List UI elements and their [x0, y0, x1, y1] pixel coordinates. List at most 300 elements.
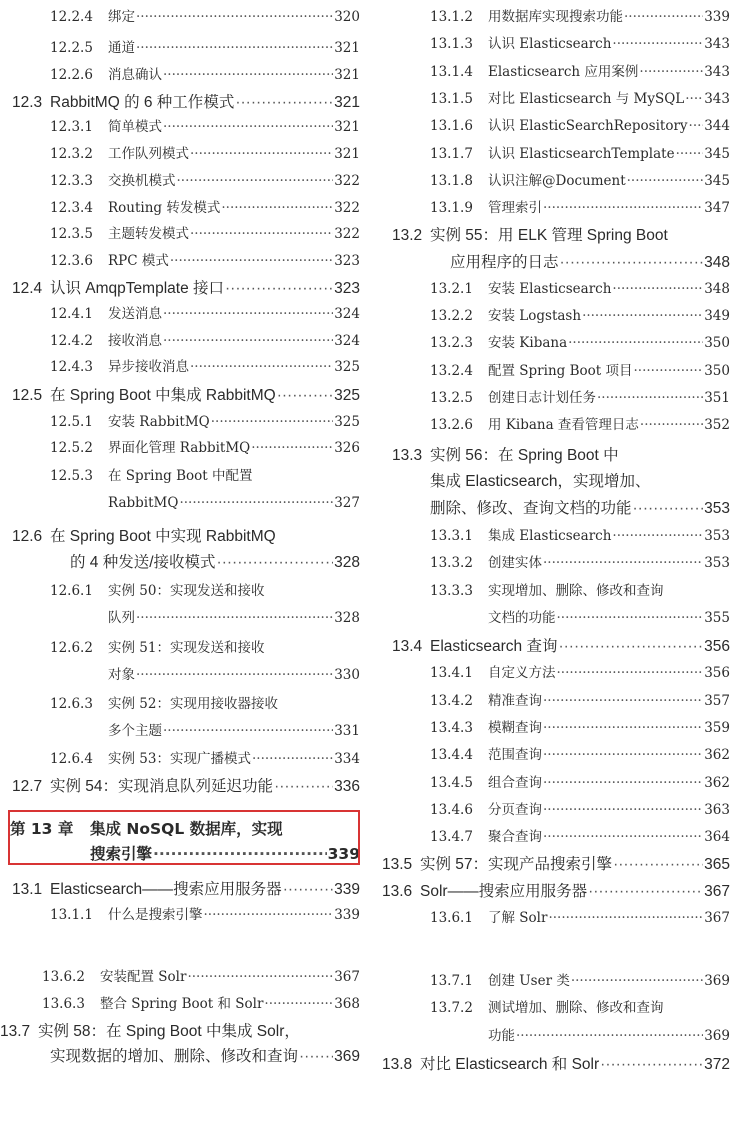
toc-entry	[392, 443, 619, 465]
toc-entry-page: 321	[334, 40, 360, 56]
toc-entry-number: 12.3.3	[50, 173, 93, 189]
toc-entry-page: 356	[704, 638, 730, 655]
toc-entry-title: 异步接收消息	[108, 359, 189, 375]
toc-entry	[430, 689, 730, 709]
toc-entry-page: 330	[334, 667, 360, 683]
toc-entry-title: 创建日志计划任务	[488, 390, 596, 406]
toc-leader-dots	[299, 1048, 333, 1066]
toc-entry-title: 整合 Spring Boot 和 Solr	[100, 996, 264, 1012]
toc-entry-title: 模糊查询	[488, 720, 542, 736]
toc-entry-title: 对比 Elasticsearch 和 Solr	[420, 1056, 600, 1073]
toc-entry-page: 345	[704, 146, 730, 162]
toc-leader-dots	[277, 387, 333, 405]
toc-entry-title: 集成 Elasticsearch，实现增加、	[430, 473, 651, 490]
toc-entry	[430, 196, 730, 216]
toc-entry-page: 364	[704, 829, 730, 845]
toc-entry-number: 13.2	[392, 227, 423, 244]
toc-leader-dots	[136, 9, 333, 25]
toc-entry-title: 分页查询	[488, 802, 542, 818]
toc-entry-title: 组合查询	[488, 775, 542, 791]
toc-entry-title: 实例 57：实现产品搜索引擎	[420, 856, 613, 873]
toc-entry	[382, 879, 730, 901]
toc-entry	[50, 169, 360, 189]
toc-entry-title: 交换机模式	[108, 173, 176, 189]
toc-leader-dots	[136, 40, 333, 56]
toc-entry	[50, 464, 252, 484]
toc-entry	[50, 579, 264, 599]
toc-entry-number: 12.5.1	[50, 414, 93, 430]
toc-entry-page: 368	[334, 996, 360, 1012]
toc-entry-page: 321	[334, 67, 360, 83]
toc-entry-title: Solr——搜索应用服务器	[420, 883, 588, 900]
toc-entry-page: 339	[334, 881, 360, 898]
toc-entry	[12, 276, 360, 298]
toc-entry	[430, 5, 730, 25]
toc-entry	[430, 114, 730, 134]
toc-entry-title: 在 Spring Boot 中实现 RabbitMQ	[50, 528, 276, 545]
toc-entry-title: 认识 ElasticSearchRepository	[488, 118, 688, 134]
toc-entry	[430, 716, 730, 736]
toc-entry	[392, 223, 668, 245]
toc-entry-page: 347	[704, 200, 730, 216]
toc-entry-title: 应用程序的日志	[450, 254, 559, 271]
toc-entry-page: 350	[704, 335, 730, 351]
toc-entry	[430, 825, 730, 845]
toc-entry-number: 13.2.2	[430, 308, 473, 324]
toc-entry-number: 13.6.2	[42, 969, 85, 985]
toc-entry-number: 13.3.2	[430, 555, 473, 571]
toc-entry-page: 345	[704, 173, 730, 189]
toc-leader-dots	[612, 36, 703, 52]
toc-entry-number: 12.2.6	[50, 67, 93, 83]
toc-entry	[430, 413, 730, 433]
toc-leader-dots	[571, 973, 703, 989]
toc-entry-page: 323	[334, 280, 360, 297]
toc-leader-dots	[136, 610, 333, 626]
toc-entry-page: 336	[334, 778, 360, 795]
toc-entry-page: 343	[704, 36, 730, 52]
toc-leader-dots	[588, 883, 703, 901]
toc-leader-dots	[548, 910, 703, 926]
toc-entry-page: 320	[334, 9, 360, 25]
toc-entry-title: 对象	[108, 667, 135, 683]
toc-entry-title: 主题转发模式	[108, 226, 189, 242]
toc-entry	[50, 36, 360, 56]
toc-leader-dots	[543, 200, 703, 216]
toc-entry-title: Elasticsearch 查询	[430, 638, 558, 655]
toc-entry-number: 13.1.3	[430, 36, 473, 52]
toc-entry	[12, 877, 360, 899]
toc-entry	[108, 663, 360, 683]
toc-entry-title: Elasticsearch——搜索应用服务器	[50, 881, 282, 898]
toc-entry-title: 用 Kibana 查看管理日志	[488, 417, 639, 433]
toc-entry-number: 13.6.1	[430, 910, 473, 926]
toc-entry-number: 13.1.5	[430, 91, 473, 107]
toc-entry-title: 实例 54：实现消息队列延迟功能	[50, 778, 274, 795]
toc-leader-dots	[685, 91, 703, 107]
toc-entry-title: 对比 Elasticsearch 与 MySQL	[488, 91, 685, 107]
chapter-13-highlight-box	[8, 810, 360, 865]
toc-entry-page: 343	[704, 64, 730, 80]
toc-entry-number: 12.4.2	[50, 333, 93, 349]
toc-entry	[430, 87, 730, 107]
toc-entry	[42, 992, 360, 1012]
toc-entry	[50, 196, 360, 216]
toc-entry-title: 实例 50：实现发送和接收	[108, 583, 265, 599]
toc-entry-title: 工作队列模式	[108, 146, 189, 162]
toc-entry-title: 精准查询	[488, 693, 542, 709]
toc-entry-number: 12.3.2	[50, 146, 93, 162]
toc-entry-number: 12.3.1	[50, 119, 93, 135]
toc-entry-number: 13.3	[392, 447, 423, 464]
toc-leader-dots	[516, 1028, 703, 1044]
toc-leader-dots	[177, 173, 334, 189]
toc-entry	[42, 965, 360, 985]
toc-entry-page: 369	[704, 973, 730, 989]
toc-entry-page: 357	[704, 693, 730, 709]
toc-entry-page: 353	[704, 555, 730, 571]
toc-entry-number: 12.5	[12, 387, 43, 404]
toc-entry-number: 12.4.1	[50, 306, 93, 322]
toc-entry	[382, 852, 730, 874]
toc-entry-title: 功能	[488, 1028, 515, 1044]
toc-entry-page: 349	[704, 308, 730, 324]
toc-entry-title: 认识注解@Document	[488, 173, 626, 189]
toc-entry-title: RabbitMQ	[108, 495, 179, 511]
toc-entry-page: 351	[704, 390, 730, 406]
toc-entry-title: 简单模式	[108, 119, 162, 135]
toc-leader-dots	[204, 907, 334, 923]
toc-leader-dots	[235, 94, 333, 112]
toc-entry-title: 配置 Spring Boot 项目	[488, 363, 633, 379]
toc-entry	[430, 359, 730, 379]
toc-entry-title: 安装配置 Solr	[100, 969, 187, 985]
toc-entry-number: 12.3.6	[50, 253, 93, 269]
toc-entry-page: 324	[334, 306, 360, 322]
toc-entry-page: 328	[334, 554, 360, 571]
toc-entry	[430, 142, 730, 162]
toc-entry-title: RPC 模式	[108, 253, 169, 269]
toc-entry	[70, 550, 360, 572]
toc-entry-page: 344	[704, 118, 730, 134]
toc-entry-title: 创建实体	[488, 555, 542, 571]
toc-entry-title: 在 Spring Boot 中配置	[108, 468, 253, 484]
toc-entry-title: 消息确认	[108, 67, 162, 83]
toc-entry	[50, 355, 360, 375]
toc-entry-number: 13.1.4	[430, 64, 473, 80]
toc-entry-page: 369	[334, 1048, 360, 1065]
toc-entry-title: 实例 51：实现发送和接收	[108, 640, 265, 656]
toc-entry-number: 13.1.1	[50, 907, 93, 923]
toc-leader-dots	[211, 414, 333, 430]
toc-entry	[50, 5, 360, 25]
toc-entry	[430, 496, 730, 518]
toc-leader-dots	[627, 173, 704, 189]
toc-entry-title: Elasticsearch 应用案例	[488, 64, 639, 80]
toc-entry	[382, 1052, 730, 1074]
toc-leader-dots	[163, 67, 333, 83]
toc-entry	[108, 606, 360, 626]
toc-entry	[430, 579, 664, 599]
toc-entry-page: 339	[327, 845, 360, 863]
toc-entry-page: 372	[704, 1056, 730, 1073]
toc-entry-page: 324	[334, 333, 360, 349]
toc-entry-page: 362	[704, 747, 730, 763]
toc-entry-number: 12.6.1	[50, 583, 93, 599]
toc-entry-number: 12.6	[12, 528, 43, 545]
toc-leader-dots	[676, 146, 704, 162]
toc-entry-page: 356	[704, 665, 730, 681]
toc-entry-number: 13.2.4	[430, 363, 473, 379]
toc-entry-page: 325	[334, 414, 360, 430]
toc-entry-number: 13.6.3	[42, 996, 85, 1012]
toc-entry-number: 12.6.2	[50, 640, 93, 656]
toc-entry-number: 13.2.6	[430, 417, 473, 433]
toc-entry-title: Routing 转发模式	[108, 200, 221, 216]
toc-entry-title: 文档的功能	[488, 610, 556, 626]
toc-entry-number: 12.3.4	[50, 200, 93, 216]
toc-entry-title: 管理索引	[488, 200, 542, 216]
toc-leader-dots	[543, 802, 703, 818]
toc-leader-dots	[543, 720, 703, 736]
toc-entry-number: 12.3	[12, 94, 43, 111]
toc-entry-number: 13.5	[382, 856, 413, 873]
toc-leader-dots	[283, 881, 333, 899]
toc-entry-number: 12.5.2	[50, 440, 93, 456]
toc-entry-title: 集成 Elasticsearch	[488, 528, 612, 544]
toc-leader-dots	[187, 969, 333, 985]
toc-entry-title: 范围查询	[488, 747, 542, 763]
toc-entry-title: 实例 56：在 Spring Boot 中	[430, 447, 619, 464]
toc-entry-page: 339	[334, 907, 360, 923]
toc-leader-dots	[179, 495, 333, 511]
toc-entry-title: 搜索引擎	[90, 845, 153, 863]
toc-entry	[50, 249, 360, 269]
toc-entry	[50, 142, 360, 162]
toc-leader-dots	[689, 118, 704, 134]
toc-entry-number: 12.4	[12, 280, 43, 297]
toc-entry-page: 331	[334, 723, 360, 739]
toc-entry-page: 352	[704, 417, 730, 433]
toc-entry-title: 自定义方法	[488, 665, 556, 681]
toc-entry-title: 绑定	[108, 9, 135, 25]
toc-entry-title: 安装 RabbitMQ	[108, 414, 210, 430]
toc-leader-dots	[558, 638, 703, 656]
toc-leader-dots	[633, 500, 704, 518]
toc-entry-title: 认识 Elasticsearch	[488, 36, 612, 52]
toc-entry-page: 348	[704, 254, 730, 271]
toc-leader-dots	[557, 610, 704, 626]
toc-entry	[50, 1044, 360, 1066]
toc-entry-title: 界面化管理 RabbitMQ	[108, 440, 251, 456]
toc-entry	[50, 302, 360, 322]
toc-entry	[50, 436, 360, 456]
toc-entry-page: 359	[704, 720, 730, 736]
toc-entry-page: 321	[334, 146, 360, 162]
toc-leader-dots	[600, 1056, 703, 1074]
toc-leader-dots	[190, 226, 333, 242]
toc-entry-number: 13.4.4	[430, 747, 473, 763]
toc-entry-page: 323	[334, 253, 360, 269]
toc-entry-title: 聚合查询	[488, 829, 542, 845]
toc-entry	[430, 524, 730, 544]
toc-entry-number: 13.1.7	[430, 146, 473, 162]
toc-entry-number: 12.5.3	[50, 468, 93, 484]
toc-entry-number: 13.1.9	[430, 200, 473, 216]
toc-entry-title: 创建 User 类	[488, 973, 570, 989]
toc-entry-page: 325	[334, 387, 360, 404]
toc-entry	[108, 719, 360, 739]
toc-entry-title: 通道	[108, 40, 135, 56]
toc-leader-dots	[225, 280, 333, 298]
toc-entry-page: 339	[704, 9, 730, 25]
toc-entry-number: 12.7	[12, 778, 43, 795]
toc-entry-title: 实例 55：用 ELK 管理 Spring Boot	[430, 227, 668, 244]
toc-leader-dots	[613, 856, 703, 874]
toc-entry-page: 328	[334, 610, 360, 626]
toc-leader-dots	[163, 723, 333, 739]
toc-entry	[430, 743, 730, 763]
toc-entry	[50, 63, 360, 83]
toc-entry-title: 认识 ElasticsearchTemplate	[488, 146, 675, 162]
toc-entry	[50, 903, 360, 923]
toc-entry-number: 13.3.3	[430, 583, 473, 599]
toc-entry	[430, 969, 730, 989]
toc-leader-dots	[221, 200, 333, 216]
toc-entry-page: 369	[704, 1028, 730, 1044]
toc-entry-title: 接收消息	[108, 333, 162, 349]
toc-entry	[430, 661, 730, 681]
toc-entry-title: 实现增加、删除、修改和查询	[488, 583, 664, 599]
toc-entry	[108, 495, 360, 511]
toc-entry-title: 发送消息	[108, 306, 162, 322]
toc-leader-dots	[557, 665, 704, 681]
toc-leader-dots	[274, 778, 333, 796]
toc-entry-number: 12.6.3	[50, 696, 93, 712]
toc-entry-page: 350	[704, 363, 730, 379]
toc-entry	[0, 1019, 300, 1041]
toc-entry-page: 334	[334, 751, 360, 767]
toc-leader-dots	[543, 747, 703, 763]
toc-entry-number: 13.2.3	[430, 335, 473, 351]
toc-entry-page: 367	[704, 910, 730, 926]
toc-entry-number: 12.4.3	[50, 359, 93, 375]
toc-entry	[488, 1024, 730, 1044]
toc-entry-page: 327	[334, 495, 360, 511]
toc-entry	[50, 692, 278, 712]
toc-leader-dots	[568, 335, 703, 351]
toc-entry-page: 355	[704, 610, 730, 626]
toc-entry	[430, 277, 730, 297]
toc-entry-number: 13.8	[382, 1056, 413, 1073]
toc-leader-dots	[190, 146, 333, 162]
toc-entry-page: 322	[334, 226, 360, 242]
toc-entry-number: 12.6.4	[50, 751, 93, 767]
toc-entry-title: RabbitMQ 的 6 种工作模式	[50, 94, 235, 111]
toc-leader-dots	[217, 554, 334, 572]
toc-entry-number: 13.4	[392, 638, 423, 655]
toc-entry	[430, 169, 730, 189]
toc-entry-title: 什么是搜索引擎	[108, 907, 203, 923]
toc-entry	[430, 32, 730, 52]
toc-entry	[12, 383, 360, 405]
toc-entry	[430, 551, 730, 571]
toc-leader-dots	[543, 555, 703, 571]
toc-entry-number: 13.4.6	[430, 802, 473, 818]
toc-entry-title: 删除、修改、查询文档的功能	[430, 500, 632, 517]
toc-entry-title: 实例 53：实现广播模式	[108, 751, 251, 767]
toc-entry-title: 实例 52：实现用接收器接收	[108, 696, 278, 712]
toc-entry-page: 353	[704, 528, 730, 544]
toc-entry	[50, 222, 360, 242]
toc-leader-dots	[612, 528, 703, 544]
toc-entry-page: 321	[334, 119, 360, 135]
toc-entry-number: 12.2.5	[50, 40, 93, 56]
toc-leader-dots	[251, 440, 333, 456]
toc-entry-title: 安装 Logstash	[488, 308, 582, 324]
toc-entry	[430, 771, 730, 791]
toc-entry-number: 13.4.7	[430, 829, 473, 845]
toc-leader-dots	[136, 667, 333, 683]
toc-entry-title: 的 4 种发送/接收模式	[70, 554, 216, 571]
toc-entry	[12, 524, 276, 546]
toc-leader-dots	[597, 390, 703, 406]
toc-leader-dots	[624, 9, 703, 25]
toc-entry	[430, 304, 730, 324]
toc-leader-dots	[560, 254, 704, 272]
toc-leader-dots	[582, 308, 703, 324]
toc-entry-number: 13.2.5	[430, 390, 473, 406]
toc-entry-page: 362	[704, 775, 730, 791]
toc-entry-title: 认识 AmqpTemplate 接口	[50, 280, 224, 297]
toc-leader-dots	[543, 775, 703, 791]
toc-entry-title: 用数据库实现搜索功能	[488, 9, 623, 25]
toc-entry-page: 321	[334, 94, 360, 111]
toc-entry-page: 343	[704, 91, 730, 107]
toc-entry	[430, 331, 730, 351]
toc-leader-dots	[543, 829, 703, 845]
toc-leader-dots	[639, 64, 703, 80]
toc-leader-dots	[170, 253, 333, 269]
toc-entry-page: 367	[704, 883, 730, 900]
toc-entry	[50, 115, 360, 135]
toc-leader-dots	[264, 996, 333, 1012]
toc-leader-dots	[163, 119, 333, 135]
toc-entry-title: 安装 Kibana	[488, 335, 568, 351]
toc-leader-dots	[163, 306, 333, 322]
toc-leader-dots	[543, 693, 703, 709]
toc-entry-number: 12.2.4	[50, 9, 93, 25]
toc-entry-title: 实例 58：在 Sping Boot 中集成 Solr，	[38, 1023, 300, 1040]
toc-entry-number: 13.4.3	[430, 720, 473, 736]
toc-leader-dots	[633, 363, 703, 379]
toc-entry	[392, 634, 730, 656]
toc-entry-page: 326	[334, 440, 360, 456]
toc-entry	[430, 386, 730, 406]
toc-entry-title: 实现数据的增加、删除、修改和查询	[50, 1048, 299, 1065]
toc-entry-page: 322	[334, 173, 360, 189]
toc-entry-page: 367	[334, 969, 360, 985]
toc-entry-title: 测试增加、删除、修改和查询	[488, 1000, 664, 1016]
toc-entry	[430, 60, 730, 80]
toc-entry-number: 13.6	[382, 883, 413, 900]
toc-entry	[50, 747, 360, 767]
toc-leader-dots	[640, 417, 703, 433]
toc-entry	[430, 996, 664, 1016]
toc-entry	[12, 774, 360, 796]
toc-entry-number: 第 13 章	[10, 820, 74, 838]
toc-entry	[430, 906, 730, 926]
